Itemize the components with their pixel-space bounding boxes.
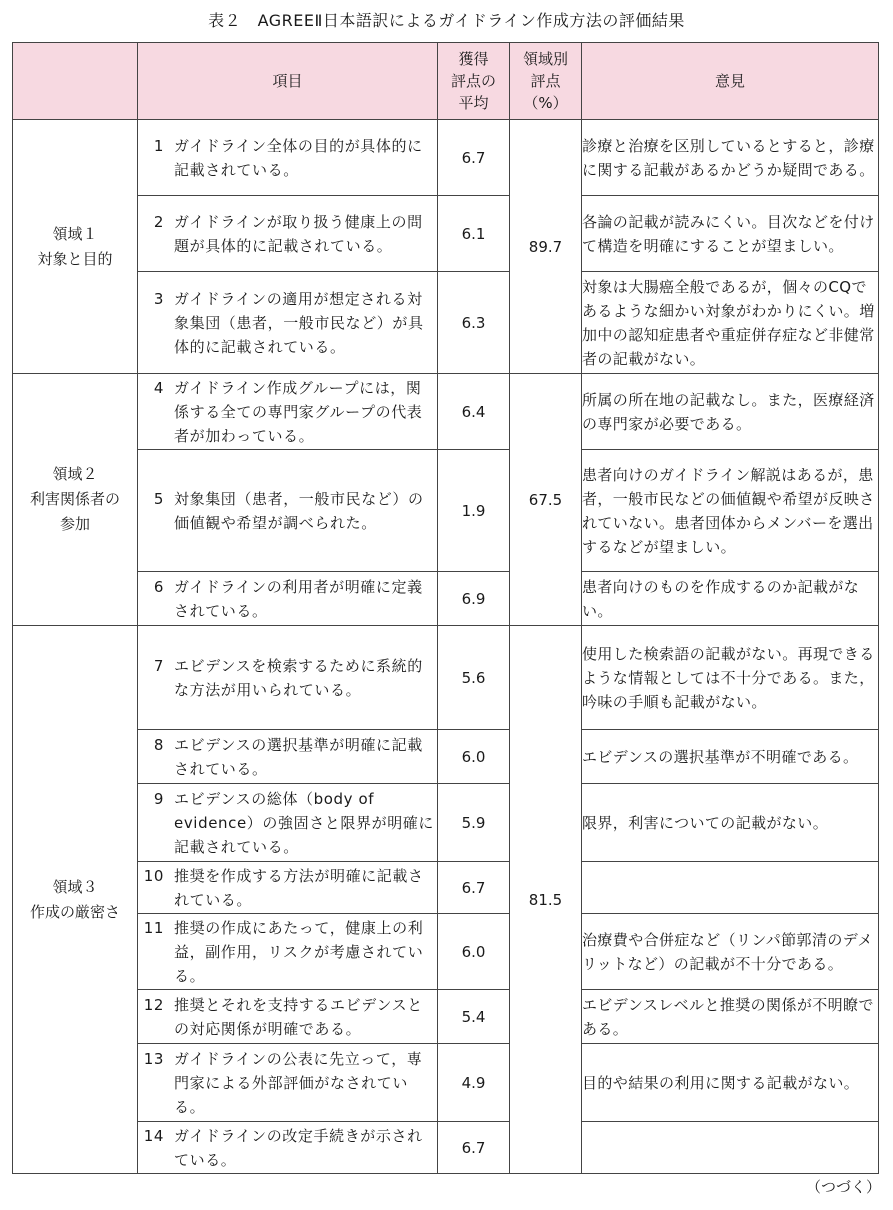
item-text: エビデンスを検索するために系統的な方法が用いられている。 (174, 656, 423, 699)
opinion-cell: 患者向けのガイドライン解説はあるが，患者，一般市民などの価値観や希望が反映されていない。患者団体からメンバーを選出するなどが望ましい。 (582, 450, 879, 572)
item-cell (138, 196, 438, 272)
opinion-cell: 診療と治療を区別しているとすると，診療に関する記載があるかどうか疑問である。 (582, 120, 879, 196)
continued-note: （つづく） (805, 1178, 881, 1196)
domain-label: 領域１ 対象と目的 (13, 120, 138, 374)
item-number: 14 (143, 1126, 164, 1145)
opinion-cell: 各論の記載が読みにくい。目次などを付けて構造を明確にすることが望ましい。 (582, 196, 879, 272)
table-row (13, 572, 879, 626)
table-row (13, 272, 879, 374)
domain-label: 領域２ 利害関係者の 参加 (13, 374, 138, 626)
table-row (13, 1044, 879, 1122)
average-score: 6.0 (438, 914, 510, 990)
item-cell (138, 990, 438, 1044)
item-number: 7 (153, 656, 164, 675)
item-number: 13 (143, 1049, 164, 1068)
domain-label: 領域３ 作成の厳密さ (13, 626, 138, 1174)
opinion-cell: エビデンスレベルと推奨の関係が不明瞭である。 (582, 990, 879, 1044)
item-cell (138, 272, 438, 374)
table-caption: 表２ AGREEⅡ日本語訳によるガイドライン作成方法の評価結果 (208, 11, 685, 30)
item-cell (138, 374, 438, 450)
table-row (13, 990, 879, 1044)
item-number: 4 (153, 378, 164, 397)
item-number: 9 (153, 789, 164, 808)
opinion-cell: 目的や結果の利用に関する記載がない。 (582, 1044, 879, 1122)
agree-evaluation-table (12, 42, 879, 1174)
table-row (13, 196, 879, 272)
table-body (13, 120, 879, 1174)
average-score: 1.9 (438, 450, 510, 572)
opinion-cell: 所属の所在地の記載なし。また，医療経済の専門家が必要である。 (582, 374, 879, 450)
average-score: 6.4 (438, 374, 510, 450)
header-opinion: 意見 (582, 43, 879, 120)
domain-score: 81.5 (510, 626, 582, 1174)
item-cell (138, 784, 438, 862)
item-text: ガイドラインの改定手続きが示されている。 (174, 1126, 423, 1169)
item-cell (138, 862, 438, 914)
item-text: ガイドラインの公表に先立って，専門家による外部評価がなされている。 (174, 1049, 423, 1116)
item-number: 3 (153, 289, 164, 308)
average-score: 6.7 (438, 1122, 510, 1174)
average-score: 5.6 (438, 626, 510, 730)
item-text: 対象集団（患者，一般市民など）の価値観や希望が調べられた。 (174, 489, 424, 532)
average-score: 6.0 (438, 730, 510, 784)
item-number: 11 (143, 918, 164, 937)
item-text: ガイドラインの適用が想定される対象集団（患者，一般市民など）が具体的に記載されている。 (174, 289, 424, 356)
table-row (13, 914, 879, 990)
opinion-cell: 使用した検索語の記載がない。再現できるような情報としては不十分である。また，吟味の手順も記載がない。 (582, 626, 879, 730)
item-text: 推奨を作成する方法が明確に記載されている。 (174, 866, 424, 909)
table-row (13, 784, 879, 862)
item-text: エビデンスの選択基準が明確に記載されている。 (174, 735, 423, 778)
item-cell (138, 572, 438, 626)
item-number: 1 (153, 136, 164, 155)
item-text: 推奨とそれを支持するエビデンスとの対応関係が明確である。 (174, 995, 423, 1038)
item-cell (138, 914, 438, 990)
opinion-cell: エビデンスの選択基準が不明確である。 (582, 730, 879, 784)
item-cell (138, 120, 438, 196)
opinion-cell: 限界，利害についての記載がない。 (582, 784, 879, 862)
average-score: 6.3 (438, 272, 510, 374)
table-row (13, 374, 879, 450)
table-row (13, 1122, 879, 1174)
item-number: 10 (143, 866, 164, 885)
item-text: ガイドライン作成グループには，関係する全ての専門家グループの代表者が加わっている。 (174, 378, 423, 445)
average-score: 6.9 (438, 572, 510, 626)
domain-score: 67.5 (510, 374, 582, 626)
item-cell (138, 450, 438, 572)
table-row (13, 730, 879, 784)
opinion-cell: 治療費や合併症など（リンパ節郭清のデメリットなど）の記載が不十分である。 (582, 914, 879, 990)
item-number: 5 (153, 489, 164, 508)
table-row (13, 862, 879, 914)
opinion-cell: 対象は大腸癌全般であるが，個々のCQであるような細かい対象がわかりにくい。増加中の認知症患者や重症併存症など非健常者の記載がない。 (582, 272, 879, 374)
item-cell (138, 626, 438, 730)
item-cell (138, 1122, 438, 1174)
item-number: 8 (153, 735, 164, 754)
header-domain-score: 領域別 評点 （%） (510, 43, 582, 120)
average-score: 6.7 (438, 862, 510, 914)
opinion-cell: 患者向けのものを作成するのか記載がない。 (582, 572, 879, 626)
item-number: 12 (143, 995, 164, 1014)
item-text: 推奨の作成にあたって，健康上の利益，副作用，リスクが考慮されている。 (174, 918, 424, 985)
average-score: 6.1 (438, 196, 510, 272)
item-cell (138, 1044, 438, 1122)
average-score: 5.4 (438, 990, 510, 1044)
item-text: エビデンスの総体（body of evidence）の強固さと限界が明確に記載されている。 (174, 789, 435, 856)
table-row (13, 120, 879, 196)
opinion-cell (582, 862, 879, 914)
header-score: 獲得 評点の 平均 (438, 43, 510, 120)
domain-score: 89.7 (510, 120, 582, 374)
table-row (13, 626, 879, 730)
item-number: 6 (153, 577, 164, 596)
item-number: 2 (153, 212, 164, 231)
header-item: 項目 (138, 43, 438, 120)
item-text: ガイドラインが取り扱う健康上の問題が具体的に記載されている。 (174, 212, 423, 255)
item-text: ガイドライン全体の目的が具体的に記載されている。 (174, 136, 423, 179)
average-score: 5.9 (438, 784, 510, 862)
item-cell (138, 730, 438, 784)
opinion-cell (582, 1122, 879, 1174)
table-row (13, 450, 879, 572)
average-score: 4.9 (438, 1044, 510, 1122)
average-score: 6.7 (438, 120, 510, 196)
header-domain (13, 43, 138, 120)
item-text: ガイドラインの利用者が明確に定義されている。 (174, 577, 423, 620)
header-row (13, 43, 879, 120)
